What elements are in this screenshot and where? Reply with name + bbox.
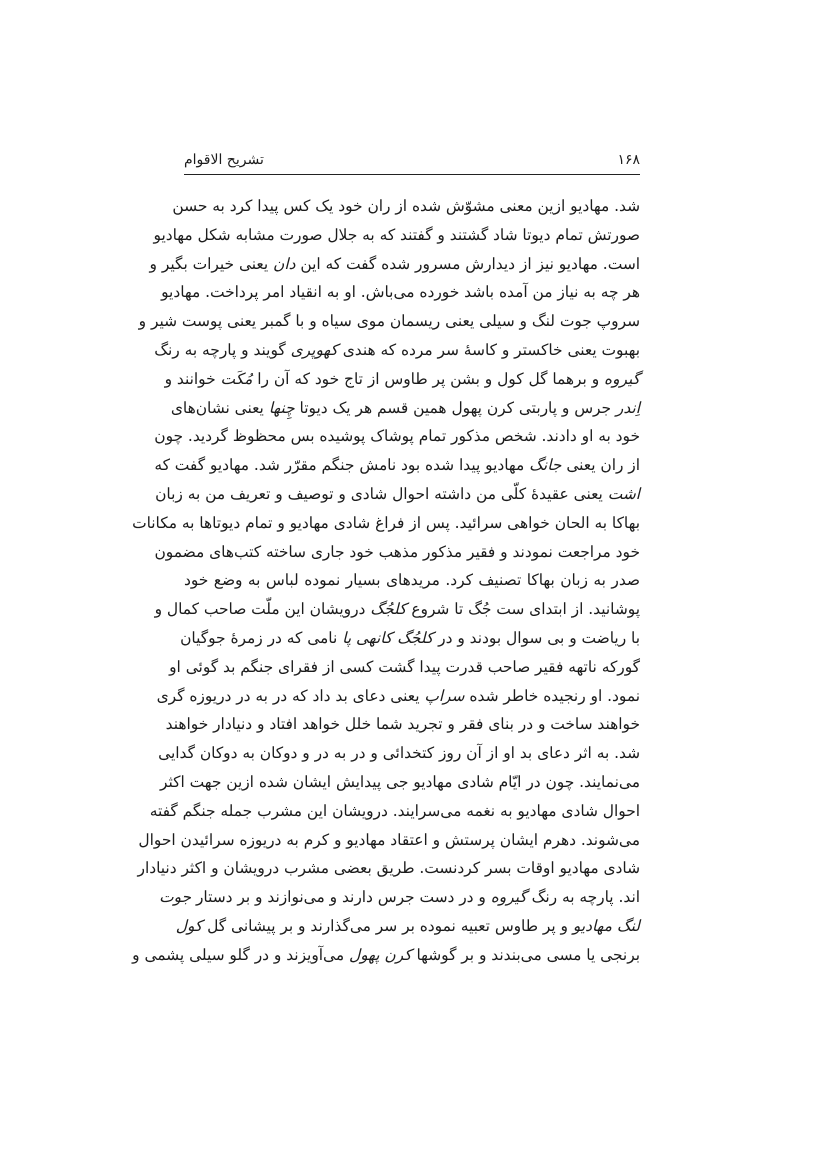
- text-segment: است. مهادیو نیز از دیدارش مسرور شده گفت که این: [295, 254, 640, 273]
- text-line: [132, 509, 640, 538]
- text-segment: و در دست جرس دارند و می‌نوازند و بر دستار: [191, 888, 491, 907]
- text-segment: برنجی یا مسی می‌بندند و بر گوشها: [411, 945, 640, 964]
- italic-term: دان: [273, 254, 296, 273]
- text-line: [138, 826, 640, 855]
- text-segment: گویند و پارچه به رنگ: [154, 340, 291, 359]
- text-line: [153, 221, 640, 250]
- text-line: [169, 653, 640, 682]
- text-line: [164, 365, 640, 394]
- text-segment: می‌آویزند و در گلو سیلی پشمی و: [132, 945, 350, 964]
- text-segment: شد. به اثر دعای بد او از آن روز کتخدائی و در به در و دوکان به دوکان گدایی: [158, 744, 640, 763]
- text-segment: بهبوت یعنی خاکستر و کاسهٔ سر مرده که هندی: [337, 340, 640, 359]
- text-line: [158, 739, 640, 768]
- italic-term: مُکَت: [220, 369, 253, 388]
- text-line: [172, 192, 640, 221]
- header-rule: [184, 174, 640, 175]
- text-segment: درویشان این ملّت صاحب کمال و: [154, 600, 371, 619]
- text-segment: شد. مهادیو ازین معنی مشوّش شده از ران خود یک کس پیدا کرد به حسن: [172, 197, 640, 215]
- text-segment: خواهند ساخت و در بنای فقر و تجرید شما خلل خواهد افتاد و دنیادار خواهند: [165, 715, 640, 734]
- text-line: [156, 682, 640, 711]
- text-line: [180, 624, 640, 653]
- text-line: [184, 566, 640, 595]
- text-line: [154, 422, 640, 451]
- italic-term: اشت: [607, 484, 640, 503]
- text-segment: اند. پارچه به رنگ: [526, 888, 640, 907]
- text-segment: خود به او دادند. شخص مذکور تمام پوشاک پوشیده بس محظوظ گردید. چون: [154, 427, 640, 446]
- italic-term: چِنها: [268, 398, 295, 417]
- text-segment: خود مراجعت نمودند و فقیر مذکور مذهب خود جاری ساخته کتب‌های مضمون: [154, 542, 640, 561]
- text-line: [175, 912, 640, 941]
- text-segment: یعنی عقیدهٔ کلّی من داشته احوال شادی و توصیف و تعریف من به زبان: [155, 484, 608, 503]
- text-line: [149, 250, 640, 279]
- text-segment: می‌شوند. دهرم ایشان پرستش و اعتقاد مهادیو و کرم به دریوزه سرائیدن احوال: [138, 830, 640, 849]
- text-segment: از ران یعنی: [561, 456, 640, 475]
- text-line: [159, 883, 640, 912]
- text-segment: و پر طاوس تعبیه نموده بر سر می‌گذارند و بر پیشانی گل: [202, 916, 573, 935]
- text-segment: مهادیو پیدا شده بود نامش جنگم مقرّر شد. مهادیو گفت که: [154, 456, 530, 475]
- text-line: [161, 278, 640, 307]
- text-segment: سروپ جوت لنگ و سیلی یعنی ریسمان موی سیاه و با گمبر یعنی پوست شیر و: [138, 312, 640, 331]
- book-title: تشریح الاقوام: [184, 152, 264, 168]
- text-segment: نامی که در زمرهٔ جوگیان: [180, 628, 343, 647]
- text-segment: احوال شادی مهادیو به نغمه می‌سرایند. درویشان این مشرب جمله جنگم گفته: [149, 801, 640, 820]
- text-line: [154, 538, 640, 567]
- text-segment: با ریاضت و بی سوال بودند و در: [433, 628, 640, 647]
- italic-term: کلجُگ کانهی پا: [342, 628, 434, 647]
- italic-term: اِندر: [615, 398, 640, 417]
- text-line: [154, 336, 640, 365]
- text-line: [137, 854, 640, 883]
- text-segment: یعنی دعای بد داد که در به در دریوزه گری: [156, 686, 425, 705]
- text-line: [149, 797, 640, 826]
- italic-term: لنگ مهادیو: [572, 916, 640, 935]
- italic-term: جوت: [159, 888, 192, 907]
- body-text: [132, 192, 640, 970]
- text-segment: صورتش تمام دیوتا شاد گشتند و گفتند که به جلال صورت مشابه شکل مهادیو: [153, 225, 640, 244]
- text-segment: صدر به زبان بهاکا تصنیف کرد. مریدهای بسیار نموده لباس به وضع خود: [184, 571, 640, 590]
- text-segment: جرس و پاربتی کرن پهول همین قسم هر یک دیوتا: [294, 398, 616, 417]
- text-segment: می‌نمایند. چون در ایّام شادی مهادیو جی پیدایش ایشان شده ازین جهت اکثر: [160, 772, 640, 791]
- text-line: [138, 307, 640, 336]
- text-segment: خوانند و: [164, 369, 221, 388]
- running-head: [184, 150, 640, 170]
- text-line: [132, 941, 640, 970]
- text-segment: بهاکا به الحان خواهی سرائید. پس از فراغ شادی مهادیو و تمام دیوتاها به مکانات: [132, 513, 640, 532]
- italic-term: کهوپری: [290, 340, 338, 359]
- text-segment: و برهما گل کول و بشن پر طاوس از تاج خود که آن را: [252, 369, 605, 388]
- text-segment: یعنی نشان‌های: [170, 398, 269, 417]
- text-line: [160, 768, 640, 797]
- text-segment: یعنی خیرات بگیر و: [149, 254, 274, 273]
- italic-term: جانگ: [529, 456, 562, 475]
- text-segment: پوشانید. از ابتدای ست جُگ تا شروع: [406, 600, 640, 619]
- italic-term: کلجُگ: [370, 600, 407, 619]
- text-segment: شادی مهادیو اوقات بسر کردنست. طریق بعضی مشرب درویشان و اکثر دنیادار: [137, 859, 640, 878]
- text-line: [170, 394, 640, 423]
- text-segment: هر چه به نیاز من آمده باشد خورده می‌باش. او به انقیاد امر پرداخت. مهادیو: [161, 283, 640, 302]
- italic-term: کول: [175, 916, 203, 935]
- italic-term: سراپ: [424, 686, 465, 705]
- text-segment: گورکه ناتهه فقیر صاحب قدرت پیدا گشت کسی از فقرای جنگم بد گوئی او: [169, 657, 640, 676]
- italic-term: کرن پهول: [349, 945, 412, 964]
- text-segment: نمود. او رنجیده خاطر شده: [464, 686, 640, 705]
- text-line: [154, 451, 640, 480]
- italic-term: گیروه: [604, 369, 640, 388]
- text-line: [154, 595, 640, 624]
- page-number: ۱۶۸: [617, 152, 640, 168]
- text-line: [165, 710, 640, 739]
- italic-term: گیروه: [490, 888, 527, 907]
- text-line: [155, 480, 640, 509]
